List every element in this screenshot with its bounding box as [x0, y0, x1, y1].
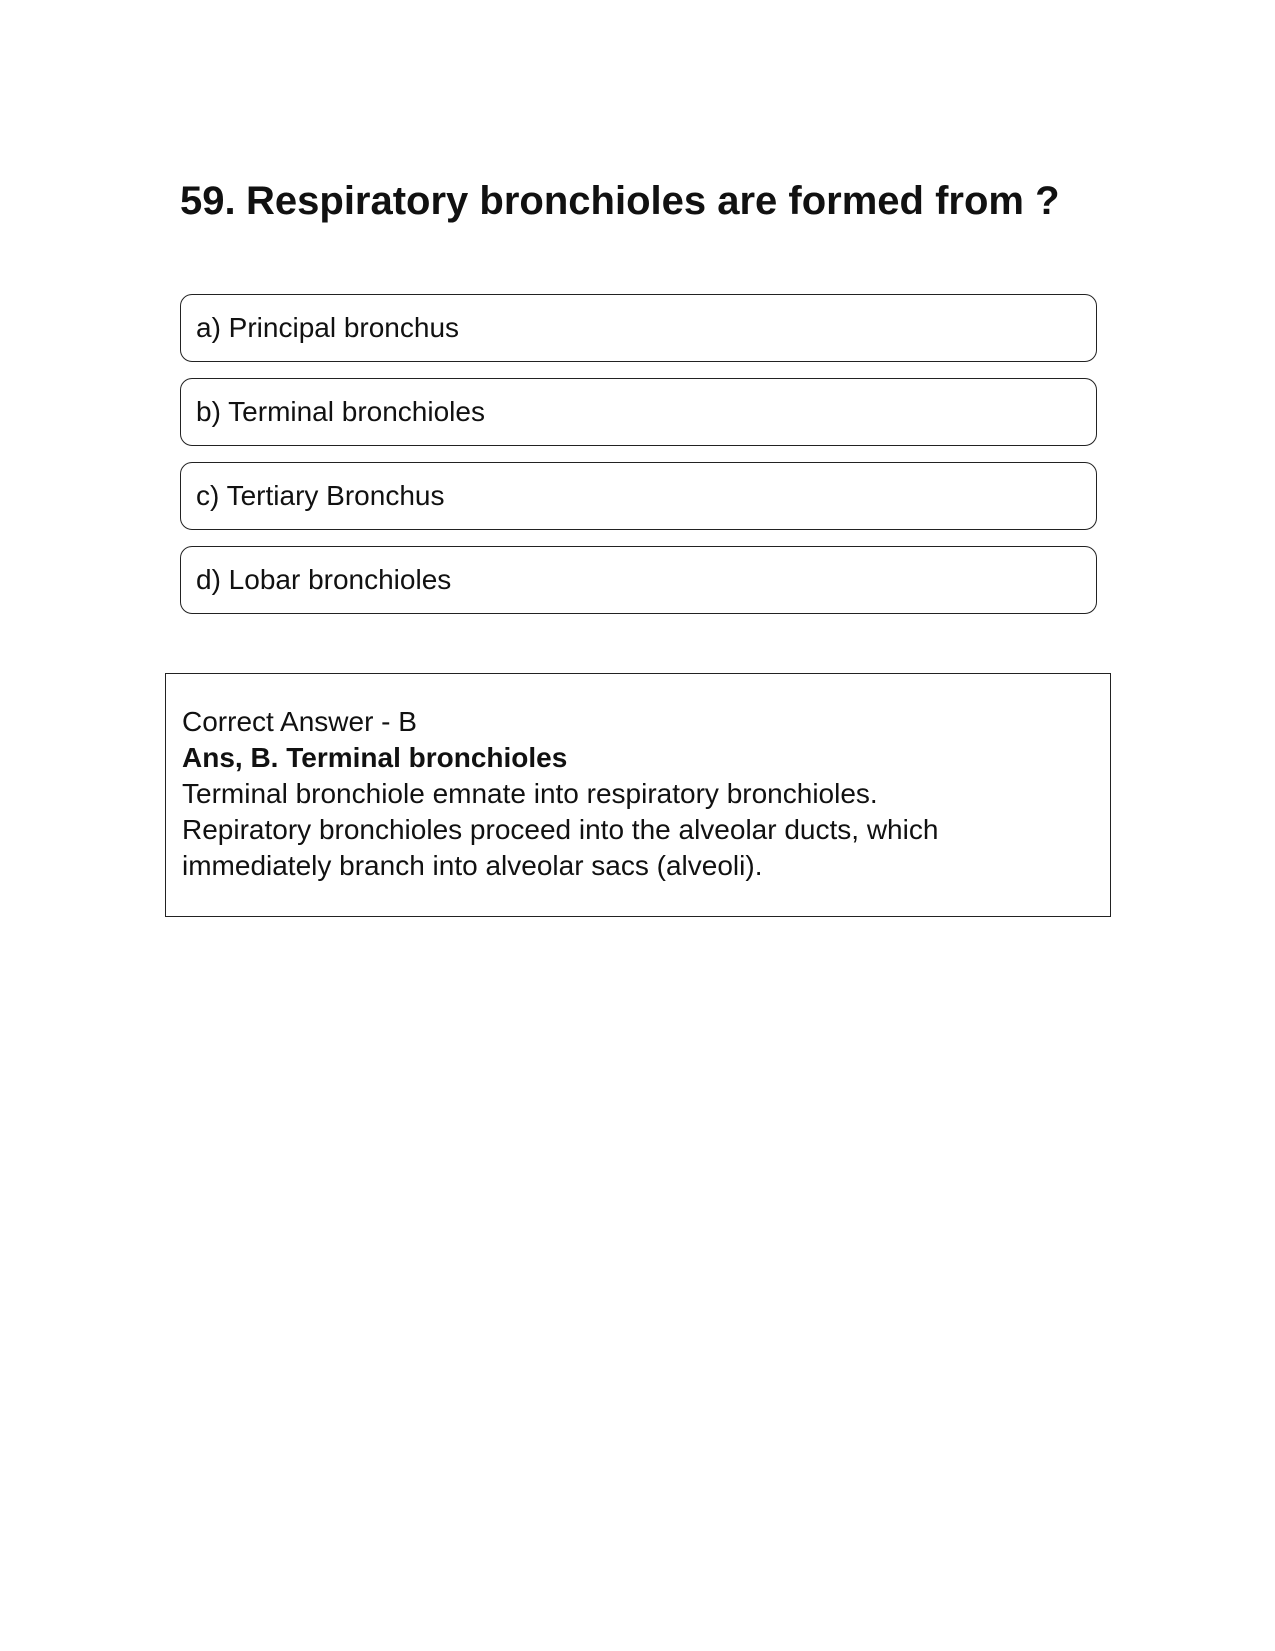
question — [180, 176, 1080, 226]
answer-heading: Ans, B. Terminal bronchioles — [182, 742, 568, 773]
explanation-line: Terminal bronchiole emnate into respiratory bronchioles. — [182, 778, 878, 809]
option-a[interactable]: a) Principal bronchus — [180, 294, 1097, 362]
explanation-line: Repiratory bronchioles proceed into the alveolar ducts, which — [182, 814, 939, 845]
question-text: Respiratory bronchioles are formed from ? — [246, 179, 1060, 223]
question-number: 59. — [180, 179, 236, 223]
option-c[interactable]: c) Tertiary Bronchus — [180, 462, 1097, 530]
option-d[interactable]: d) Lobar bronchioles — [180, 546, 1097, 614]
options-list — [180, 294, 1097, 630]
option-b[interactable]: b) Terminal bronchioles — [180, 378, 1097, 446]
correct-answer: Correct Answer - B — [182, 706, 417, 737]
answer-box — [165, 673, 1111, 917]
explanation-line: immediately branch into alveolar sacs (alveoli). — [182, 850, 763, 881]
